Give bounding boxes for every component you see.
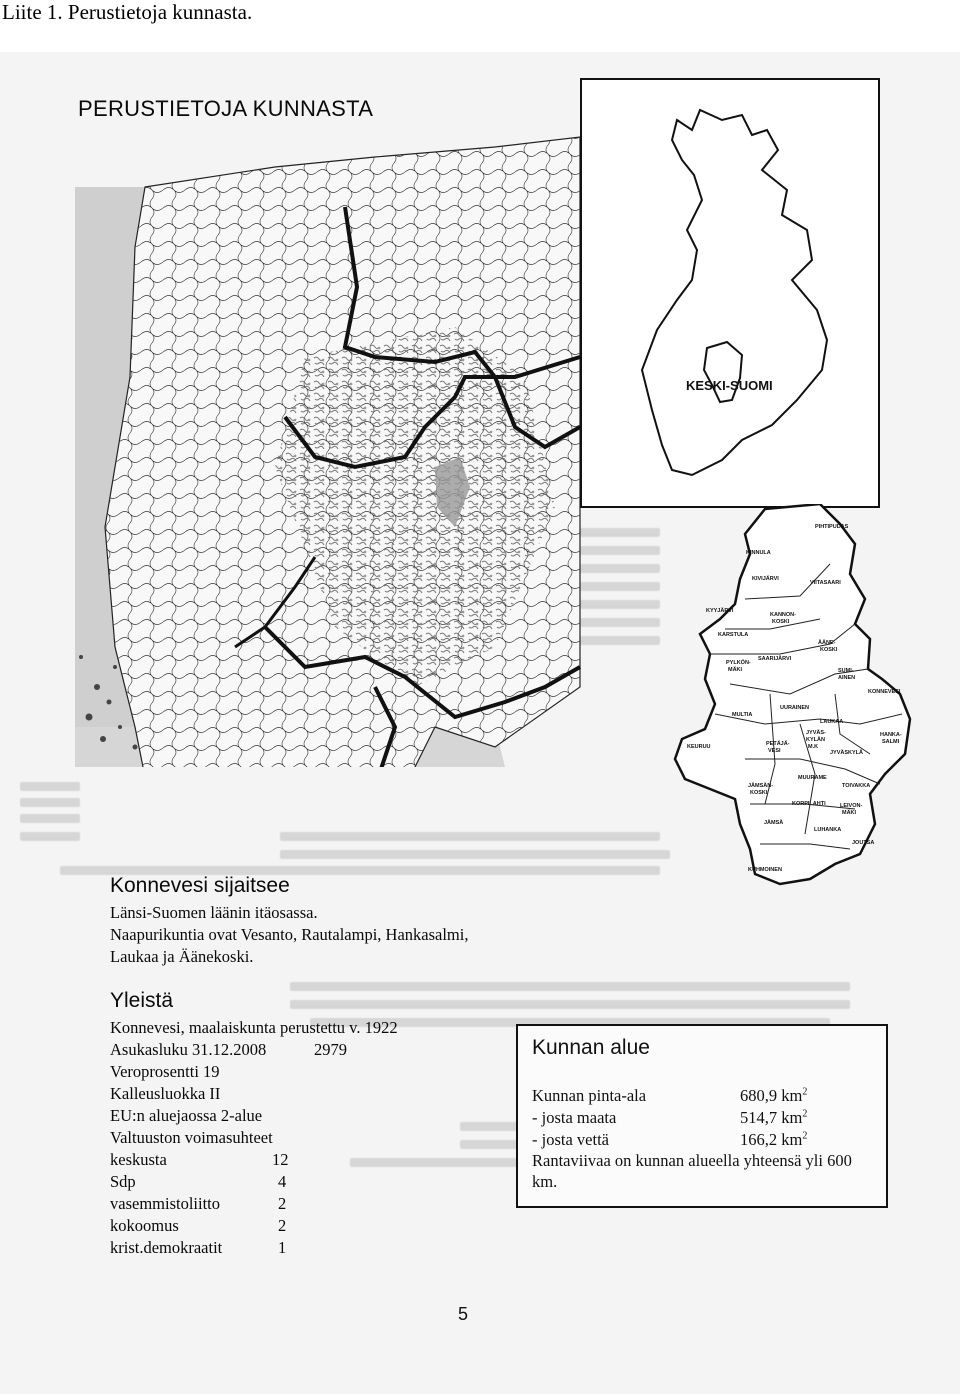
muni-label: KEURUU xyxy=(687,744,711,750)
party-name: kokoomus xyxy=(110,1216,179,1235)
area-label: Kunnan pinta-ala xyxy=(532,1086,647,1105)
muni-label: M.K xyxy=(808,744,819,750)
cost-class: Kalleusluokka II xyxy=(110,1084,221,1103)
muni-label: PETÄJÄ- xyxy=(766,741,790,747)
eu-region: EU:n aluejaossa 2-alue xyxy=(110,1106,263,1125)
muni-label: VIITASAARI xyxy=(810,580,841,586)
council-row xyxy=(110,1172,287,1192)
muni-label: ÄÄNE- xyxy=(818,640,836,646)
party-name: vasemmistoliitto xyxy=(110,1194,220,1213)
location-line: Naapurikuntia ovat Vesanto, Rautalampi, Hankasalmi, xyxy=(110,925,469,944)
muni-label: SUMI- xyxy=(838,668,854,674)
muni-label: KYLÄN xyxy=(806,737,825,743)
area-box xyxy=(516,1024,888,1208)
muni-label: PYLKÖN- xyxy=(726,660,751,666)
area-label: - josta vettä xyxy=(532,1130,609,1149)
party-seats: 12 xyxy=(272,1150,289,1169)
council-row xyxy=(110,1216,287,1236)
muni-label: KUHMOINEN xyxy=(748,867,782,873)
council-title: Valtuuston voimasuhteet xyxy=(110,1128,273,1147)
founded-line: Konnevesi, maalaiskunta perustettu v. 1922 xyxy=(110,1018,398,1037)
party-name: Sdp xyxy=(110,1172,136,1191)
muni-label: KOSKI xyxy=(772,619,790,625)
muni-label: KOSKI xyxy=(750,790,768,796)
scanned-page xyxy=(0,52,960,1394)
muni-label: SAARIJÄRVI xyxy=(758,656,792,662)
tax-rate: Veroprosentti 19 xyxy=(110,1062,220,1081)
party-seats: 2 xyxy=(278,1194,287,1213)
party-seats: 1 xyxy=(278,1238,287,1257)
muni-label: VESI xyxy=(768,748,781,754)
muni-label: KARSTULA xyxy=(718,632,749,638)
muni-label: KONNEVESI xyxy=(868,689,901,695)
muni-label: JÄMSÄN- xyxy=(748,783,774,789)
muni-label: MÄKI xyxy=(842,810,857,816)
council-row xyxy=(110,1150,289,1170)
muni-label: JÄMSÄ xyxy=(764,820,784,826)
population-value: 2979 xyxy=(314,1040,347,1059)
location-title: Konnevesi sijaitsee xyxy=(110,874,290,897)
muni-label: LEIVON- xyxy=(840,803,863,809)
muni-label: PIHTIPUDAS xyxy=(815,524,849,530)
southern-finland-map xyxy=(75,127,605,767)
population-label: Asukasluku 31.12.2008 xyxy=(110,1040,267,1059)
general-title: Yleistä xyxy=(110,989,174,1012)
party-name: krist.demokraatit xyxy=(110,1238,223,1257)
muni-label: JYVÄSKYLÄ xyxy=(830,750,864,756)
finland-inset-map xyxy=(580,78,880,508)
muni-label: JYVÄS- xyxy=(806,730,826,736)
muni-label: KIVIJÄRVI xyxy=(752,576,779,582)
muni-label: KYYJÄRVI xyxy=(706,608,734,614)
area-value: 514,7 $km^2$ xyxy=(740,1108,808,1127)
party-seats: 4 xyxy=(278,1172,287,1191)
page-number: 5 xyxy=(458,1304,469,1324)
muni-label: UURAINEN xyxy=(780,705,810,711)
area-label: - josta maata xyxy=(532,1108,617,1127)
location-line: Länsi-Suomen läänin itäosassa. xyxy=(110,903,318,922)
keski-suomi-municipality-map xyxy=(670,504,920,944)
muni-label: MUURAME xyxy=(798,775,827,781)
muni-label: KANNON- xyxy=(770,612,796,618)
page-heading: PERUSTIETOJA KUNNASTA xyxy=(78,96,374,121)
muni-label: LAUKAA xyxy=(820,719,844,725)
inset-label: KESKI-SUOMI xyxy=(686,378,773,393)
area-value: 680,9 $km^2$ xyxy=(740,1086,808,1105)
muni-label: SALMI xyxy=(882,739,900,745)
muni-label: KORPILAHTI xyxy=(792,801,826,807)
area-title: Kunnan alue xyxy=(532,1036,650,1059)
council-row xyxy=(110,1238,287,1258)
party-name: keskusta xyxy=(110,1150,167,1169)
party-seats: 2 xyxy=(278,1216,287,1235)
population-row xyxy=(110,1040,347,1060)
muni-label: KINNULA xyxy=(746,550,771,556)
council-row xyxy=(110,1194,287,1214)
location-line: Laukaa ja Äänekoski. xyxy=(110,947,254,966)
muni-label: HANKA- xyxy=(880,732,902,738)
muni-label: MULTIA xyxy=(732,712,753,718)
muni-label: AINEN xyxy=(838,675,856,681)
muni-label: KOSKI xyxy=(820,647,838,653)
muni-label: TOIVAKKA xyxy=(842,783,871,789)
muni-label: MÄKI xyxy=(728,667,743,673)
muni-label: LUHANKA xyxy=(814,827,842,833)
caption: Liite 1. Perustietoja kunnasta. xyxy=(2,0,253,24)
shoreline-note: Rantaviivaa on kunnan alueella yhteensä yli 600 km. xyxy=(532,1151,852,1191)
finland-outline xyxy=(582,80,878,506)
muni-label: JOUTSA xyxy=(852,840,875,846)
area-value: 166,2 $km^2$ xyxy=(740,1130,808,1149)
